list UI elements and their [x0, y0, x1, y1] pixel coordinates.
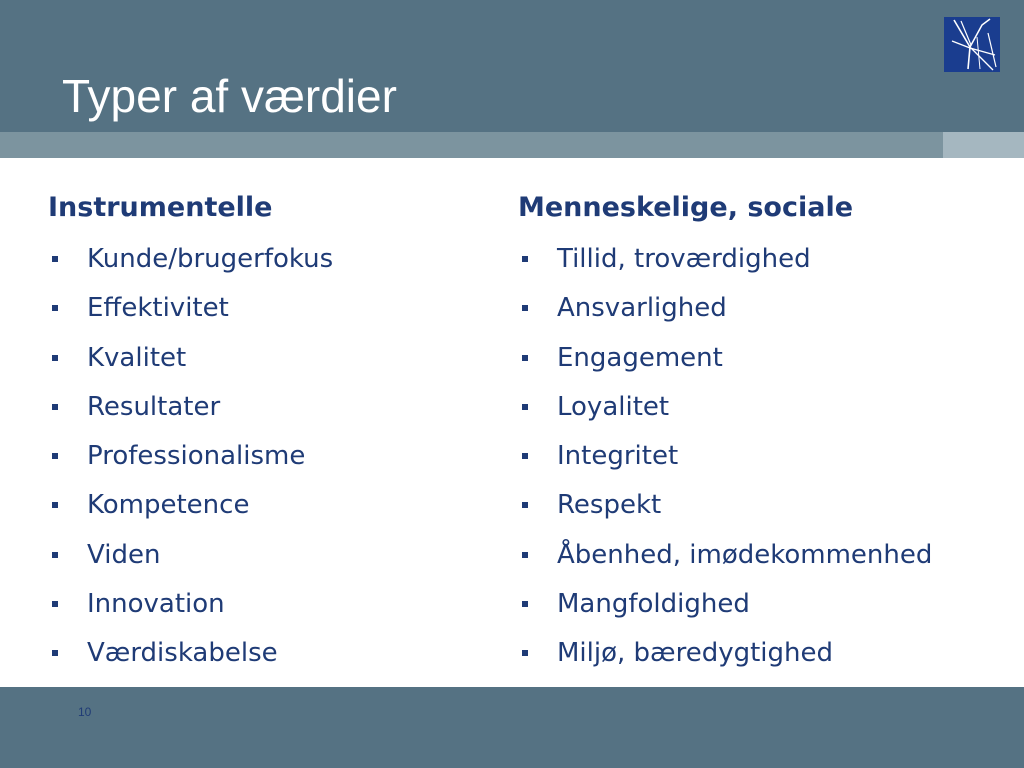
list-item — [48, 235, 488, 284]
square-bullet-icon — [52, 552, 58, 558]
square-bullet-icon — [522, 650, 528, 656]
accent-strip-end — [943, 132, 1024, 158]
accent-strip — [0, 132, 943, 158]
value-list — [48, 235, 488, 679]
square-bullet-icon — [52, 453, 58, 459]
column-heading: Menneskelige, sociale — [518, 192, 854, 223]
square-bullet-icon — [52, 355, 58, 361]
list-item-label: Åbenhed, imødekommenhed — [557, 539, 933, 570]
square-bullet-icon — [52, 601, 58, 607]
list-item — [48, 334, 488, 383]
square-bullet-icon — [522, 305, 528, 311]
list-item — [48, 531, 488, 580]
square-bullet-icon — [52, 256, 58, 262]
university-logo-icon — [944, 17, 1000, 72]
list-item — [518, 284, 1008, 333]
list-item — [518, 481, 1008, 530]
slide-title: Typer af værdier — [62, 70, 397, 122]
square-bullet-icon — [522, 502, 528, 508]
list-item-label: Kunde/brugerfokus — [87, 244, 334, 274]
list-item-label: Værdiskabelse — [87, 638, 278, 669]
list-item — [48, 629, 488, 678]
list-item-label: Integritet — [557, 441, 679, 472]
square-bullet-icon — [522, 601, 528, 607]
square-bullet-icon — [522, 256, 528, 262]
square-bullet-icon — [52, 404, 58, 410]
square-bullet-icon — [52, 305, 58, 311]
list-item-label: Ansvarlighed — [557, 293, 727, 324]
square-bullet-icon — [522, 355, 528, 361]
square-bullet-icon — [522, 404, 528, 410]
list-item-label: Resultater — [87, 391, 221, 422]
list-item — [518, 235, 1008, 284]
list-item-label: Professionalisme — [87, 441, 306, 472]
list-item — [48, 481, 488, 530]
list-item — [518, 629, 1008, 678]
list-item-label: Loyalitet — [557, 391, 670, 422]
list-item — [48, 580, 488, 629]
list-item-label: Respekt — [557, 490, 662, 521]
list-item — [518, 580, 1008, 629]
column-menneskelige-sociale — [518, 185, 1008, 679]
list-item-label: Kvalitet — [87, 342, 187, 373]
list-item — [518, 334, 1008, 383]
list-item-label: Innovation — [87, 589, 225, 620]
square-bullet-icon — [52, 650, 58, 656]
list-item-label: Viden — [87, 539, 161, 570]
list-item-label: Mangfoldighed — [557, 589, 750, 620]
column-heading: Instrumentelle — [48, 192, 273, 223]
list-item-label: Engagement — [557, 342, 723, 373]
list-item — [48, 284, 488, 333]
list-item — [518, 531, 1008, 580]
list-item-label: Miljø, bæredygtighed — [557, 638, 833, 669]
list-item — [48, 432, 488, 481]
square-bullet-icon — [522, 453, 528, 459]
square-bullet-icon — [522, 552, 528, 558]
list-item-label: Effektivitet — [87, 293, 229, 324]
page-number: 10 — [78, 705, 92, 719]
list-item — [518, 432, 1008, 481]
list-item — [48, 383, 488, 432]
square-bullet-icon — [52, 502, 58, 508]
list-item — [518, 383, 1008, 432]
title-bar — [0, 0, 1024, 132]
list-item-label: Tillid, troværdighed — [557, 244, 811, 274]
footer-bar — [0, 687, 1024, 768]
value-list — [518, 235, 1008, 679]
list-item-label: Kompetence — [87, 490, 250, 521]
column-instrumentelle — [48, 185, 488, 679]
